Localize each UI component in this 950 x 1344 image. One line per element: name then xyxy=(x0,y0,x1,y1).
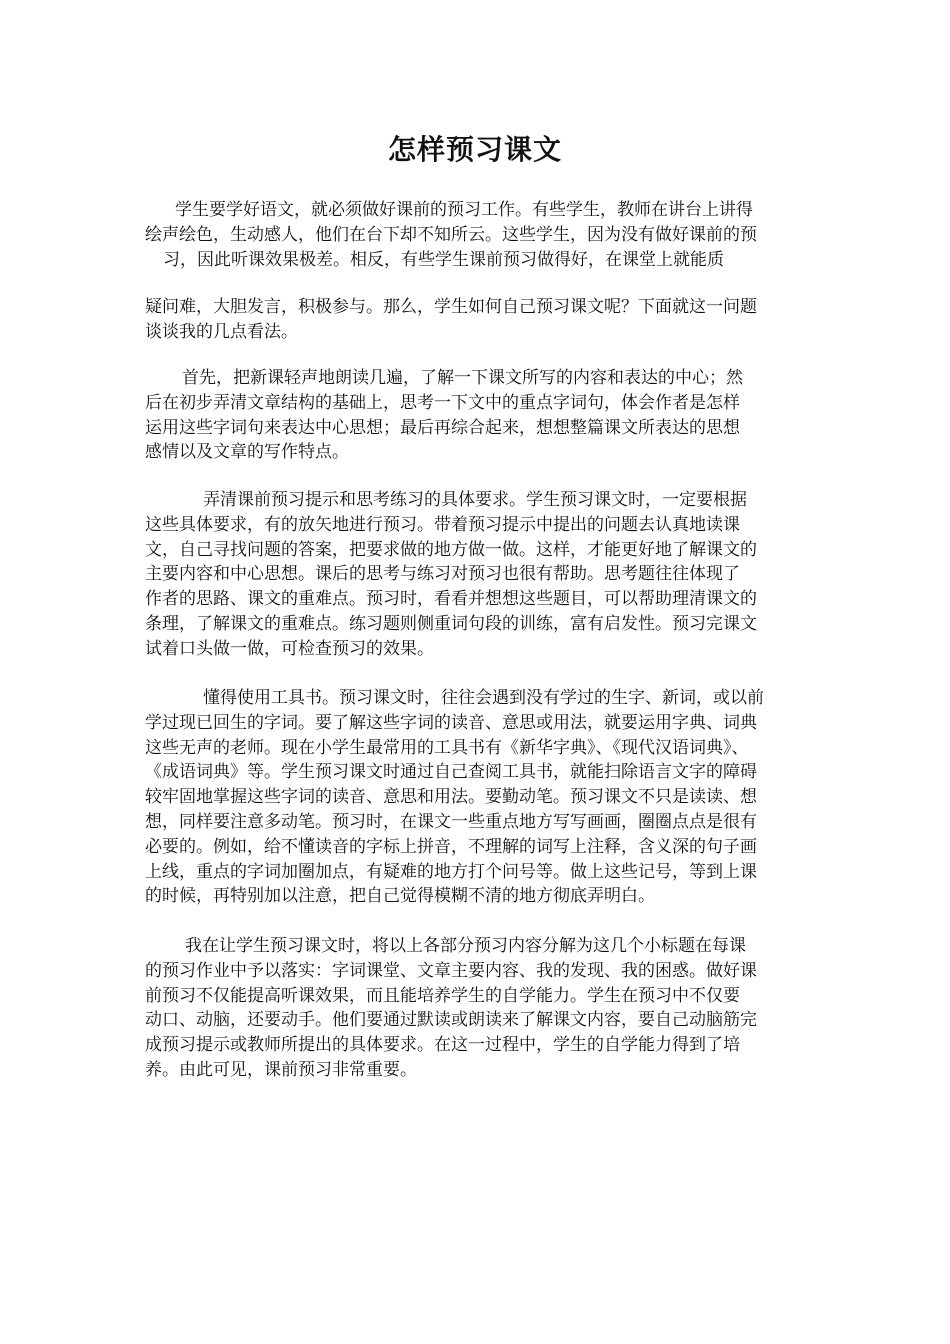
paragraph-line: 《成语词典》等。学生预习课文时通过自己查阅工具书，就能扫除语言文字的障碍 xyxy=(145,762,757,783)
paragraph-line: 想，同样要注意多动笔。预习时，在课文一些重点地方写写画画，圈圈点点是很有 xyxy=(145,811,757,832)
paragraph-line: 学生要学好语文，就必须做好课前的预习工作。有些学生，教师在讲台上讲得 xyxy=(175,200,753,220)
paragraph-intro-continued xyxy=(145,295,809,345)
paragraph-intro xyxy=(145,198,809,272)
paragraph-conclusion xyxy=(145,934,809,1083)
paragraph-reading xyxy=(145,366,809,465)
paragraph-line: 条理，了解课文的重难点。练习题则侧重词句段的训练，富有启发性。预习完课文 xyxy=(145,613,757,634)
paragraph-line: 动口、动脑，还要动手。他们要通过默读或朗读来了解课文内容，要自己动脑筋完 xyxy=(145,1010,757,1031)
paragraph-line: 习，因此听课效果极差。相反，有些学生课前预习做得好，在课堂上就能质 xyxy=(163,249,724,270)
paragraph-line: 上线，重点的字词加圈加点，有疑难的地方打个问号等。做上这些记号，等到上课 xyxy=(145,861,757,882)
paragraph-tools xyxy=(145,686,809,909)
paragraph-line: 运用这些字词句来表达中心思想；最后再综合起来，想想整篇课文所表达的思想 xyxy=(145,417,740,438)
paragraph-line: 试着口头做一做，可检查预习的效果。 xyxy=(145,638,434,659)
paragraph-line: 后在初步弄清文章结构的基础上，思考一下文中的重点字词句，体会作者是怎样 xyxy=(145,392,740,413)
paragraph-line: 学过现已回生的字词。要了解这些字词的读音、意思或用法，就要运用字典、词典 xyxy=(145,712,757,733)
paragraph-line: 的时候，再特别加以注意，把自己觉得模糊不清的地方彻底弄明白。 xyxy=(145,886,655,907)
paragraph-line: 谈谈我的几点看法。 xyxy=(145,321,298,342)
paragraph-line: 懂得使用工具书。预习课文时，往往会遇到没有学过的生字、新词，或以前 xyxy=(203,688,764,708)
paragraph-requirements xyxy=(145,488,809,662)
paragraph-line: 首先，把新课轻声地朗读几遍，了解一下课文所写的内容和表达的中心；然 xyxy=(182,368,743,388)
paragraph-line: 文，自己寻找问题的答案，把要求做的地方做一做。这样，才能更好地了解课文的 xyxy=(145,539,757,560)
paragraph-line: 主要内容和中心思想。课后的思考与练习对预习也很有帮助。思考题往往体现了 xyxy=(145,564,740,585)
paragraph-line: 疑问难，大胆发言，积极参与。那么，学生如何自己预习课文呢？下面就这一问题 xyxy=(145,297,757,317)
paragraph-line: 必要的。例如，给不懂读音的字标上拼音，不理解的词写上注释，含义深的句子画 xyxy=(145,836,757,857)
paragraph-line: 绘声绘色，生动感人，他们在台下却不知所云。这些学生，因为没有做好课前的预 xyxy=(145,224,757,245)
paragraph-line: 弄清课前预习提示和思考练习的具体要求。学生预习课文时，一定要根据 xyxy=(203,490,747,510)
paragraph-line: 养。由此可见，课前预习非常重要。 xyxy=(145,1059,417,1080)
paragraph-line: 我在让学生预习课文时，将以上各部分预习内容分解为这几个小标题在每课 xyxy=(185,936,746,956)
paragraph-line: 的预习作业中予以落实：字词课堂、文章主要内容、我的发现、我的困惑。做好课 xyxy=(145,960,757,981)
paragraph-line: 较牢固地掌握这些字词的读音、意思和用法。要勤动笔。预习课文不只是读读、想 xyxy=(145,787,757,808)
paragraph-line: 作者的思路、课文的重难点。预习时，看看并想想这些题目，可以帮助理清课文的 xyxy=(145,589,757,610)
document-title: 怎样预习课文 xyxy=(387,133,562,166)
paragraph-line: 成预习提示或教师所提出的具体要求。在这一过程中，学生的自学能力得到了培 xyxy=(145,1035,740,1056)
paragraph-line: 前预习不仅能提高听课效果，而且能培养学生的自学能力。学生在预习中不仅要 xyxy=(145,985,740,1006)
paragraph-line: 这些无声的老师。现在小学生最常用的工具书有《新华字典》、《现代汉语词典》、 xyxy=(145,737,749,758)
paragraph-line: 感情以及文章的写作特点。 xyxy=(145,442,349,463)
paragraph-line: 这些具体要求，有的放矢地进行预习。带着预习提示中提出的问题去认真地读课 xyxy=(145,514,740,535)
